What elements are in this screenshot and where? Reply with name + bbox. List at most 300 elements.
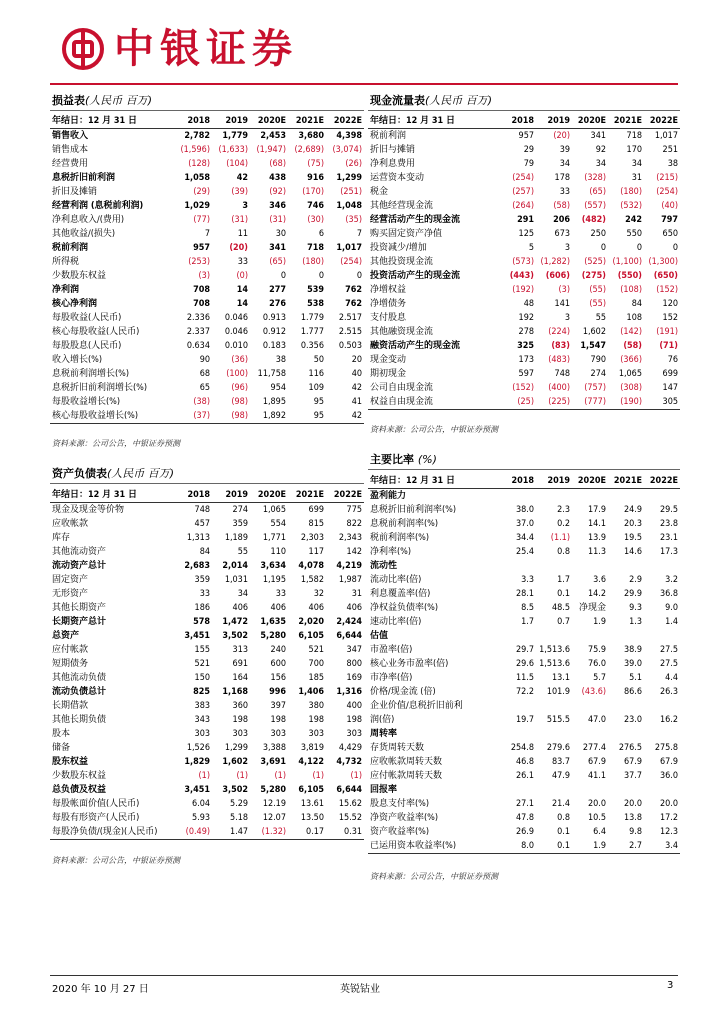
row-value: 406	[346, 603, 362, 613]
header-year: 2020E	[250, 488, 288, 503]
row-value: 3	[242, 201, 248, 211]
row-value: 0.17	[288, 825, 326, 840]
row-value: (1)	[236, 771, 248, 781]
row-value: 170	[626, 145, 642, 155]
table-row	[368, 685, 680, 699]
row-label: 每股收益(人民币)	[52, 313, 122, 323]
row-label: 税前利润	[52, 243, 89, 253]
row-value: (224)	[548, 327, 570, 337]
table-row	[50, 755, 364, 769]
table-row	[50, 601, 364, 615]
row-value: 1,065	[262, 505, 286, 515]
table-row	[368, 283, 680, 297]
row-value: 957	[193, 243, 210, 253]
row-value: (443)	[509, 271, 534, 281]
row-value: 125	[518, 229, 534, 239]
row-value: 117	[308, 547, 324, 557]
table-row	[50, 643, 364, 657]
table-row	[50, 783, 364, 797]
row-value: (20)	[553, 131, 570, 141]
row-value: 14	[236, 285, 248, 295]
row-value: (180)	[620, 187, 642, 197]
header-year-end-label: 年结日：12 月 31 日	[50, 114, 174, 129]
row-value: 1.7	[557, 575, 570, 585]
row-value	[644, 489, 680, 504]
row-value: 5,280	[260, 631, 286, 641]
row-value: (2,689)	[294, 145, 324, 155]
ratios-title-text: 主要比率	[370, 453, 414, 466]
table-row	[50, 699, 364, 713]
table-row	[50, 769, 364, 783]
row-value: 42	[326, 409, 364, 424]
row-value: 9.8	[629, 827, 642, 837]
row-value: 1,299	[336, 173, 362, 183]
row-value: 1.777	[300, 327, 324, 337]
row-value: 3	[564, 313, 570, 323]
table-row	[368, 741, 680, 755]
row-label: 经营费用	[52, 159, 89, 169]
row-value: 178	[554, 173, 570, 183]
row-value: 2.517	[338, 313, 362, 323]
row-value: 699	[662, 369, 678, 379]
ratios-title-rule	[368, 469, 680, 470]
row-value	[500, 629, 536, 643]
table-row	[368, 157, 680, 171]
table-row	[368, 367, 680, 381]
table-row	[368, 353, 680, 367]
row-value: 1,582	[300, 575, 324, 585]
row-value: 3.4	[644, 839, 680, 854]
row-value: (71)	[659, 341, 678, 351]
row-label: 储备	[52, 743, 71, 753]
row-value: 305	[644, 395, 680, 410]
table-row	[368, 241, 680, 255]
row-value: 164	[232, 673, 248, 683]
row-value: 1.47	[212, 825, 250, 840]
row-value: 101.9	[546, 687, 570, 697]
row-value: (26)	[345, 159, 362, 169]
table-row	[368, 503, 680, 517]
row-value: 2.7	[608, 839, 644, 854]
row-value: 3,502	[222, 785, 248, 795]
row-value: 748	[194, 505, 210, 515]
row-value	[536, 699, 572, 713]
balance-title	[52, 465, 174, 483]
row-value: 7	[356, 229, 362, 239]
row-value: 14	[236, 299, 248, 309]
row-value: (1,100)	[612, 257, 642, 267]
row-value: 33	[275, 589, 286, 599]
row-value: 33	[237, 257, 248, 267]
row-value: 790	[590, 355, 606, 365]
row-value: 539	[307, 285, 324, 295]
table-row	[50, 797, 364, 811]
row-label: 应收帐款	[52, 519, 89, 529]
table-row	[50, 353, 364, 367]
header-year-end-label: 年结日：12 月 31 日	[368, 114, 500, 129]
row-value: 438	[269, 173, 286, 183]
row-label: 总资产	[52, 631, 80, 641]
row-label: 其他长期负债	[52, 715, 107, 725]
row-value: (65)	[269, 257, 286, 267]
row-label: 无形资产	[52, 589, 89, 599]
row-value: (1,633)	[218, 145, 248, 155]
row-value: 192	[518, 313, 534, 323]
row-value: 2,343	[338, 533, 362, 543]
row-value: 303	[232, 729, 248, 739]
row-value: 20	[351, 355, 362, 365]
row-value: (152)	[512, 383, 534, 393]
row-value: 198	[232, 715, 248, 725]
brand-name: 中银证券	[114, 26, 298, 72]
table-row	[368, 783, 680, 797]
table-row	[368, 587, 680, 601]
row-value: 359	[194, 575, 210, 585]
row-value: (96)	[231, 383, 248, 393]
footer-rule	[50, 975, 678, 976]
row-label: 融资活动产生的现金流	[370, 341, 461, 351]
row-value: 718	[626, 131, 642, 141]
row-value: 14.2	[587, 589, 606, 599]
row-value: 23.0	[623, 715, 642, 725]
table-row	[368, 811, 680, 825]
row-value: 25.4	[515, 547, 534, 557]
row-value: 0	[356, 271, 362, 281]
row-value: (36)	[231, 355, 248, 365]
row-value: 708	[193, 285, 210, 295]
row-value: (40)	[661, 201, 678, 211]
row-label: 每股股息(人民币)	[52, 341, 122, 351]
row-value: 31	[351, 589, 362, 599]
row-value: 815	[308, 519, 324, 529]
row-value: 360	[232, 701, 248, 711]
row-value: 650	[662, 229, 678, 239]
row-value: 341	[590, 131, 606, 141]
row-value: 343	[194, 715, 210, 725]
header-year: 2019	[212, 114, 250, 129]
row-value	[608, 629, 644, 643]
row-value: (0.49)	[174, 825, 212, 840]
row-value: 156	[270, 673, 286, 683]
row-value: (251)	[340, 187, 362, 197]
row-value: 0.356	[300, 341, 324, 351]
row-value: (257)	[512, 187, 534, 197]
row-value: 1,547	[580, 341, 606, 351]
row-value: 38	[275, 355, 286, 365]
row-value: 0.1	[557, 589, 570, 599]
row-value: (192)	[512, 285, 534, 295]
row-value: 515.5	[546, 715, 570, 725]
row-value: (1)	[274, 771, 286, 781]
row-label: 流动资产总计	[52, 561, 107, 571]
row-value: 2,453	[260, 131, 286, 141]
row-value: 2,424	[336, 617, 362, 627]
row-value: 12.3	[659, 827, 678, 837]
row-value: (3,074)	[332, 145, 362, 155]
row-value: 13.8	[623, 813, 642, 823]
row-label: 净利息收入/(费用)	[52, 215, 125, 225]
row-value: 3	[564, 243, 570, 253]
row-label: 支付股息	[370, 313, 407, 323]
row-value: 275.8	[654, 743, 678, 753]
row-value: 29.6	[515, 659, 534, 669]
row-label: 净利息费用	[370, 159, 416, 169]
row-value: (25)	[500, 395, 536, 410]
table-row	[50, 517, 364, 531]
row-value: (31)	[231, 215, 248, 225]
row-value: 251	[662, 145, 678, 155]
row-value: (83)	[551, 341, 570, 351]
table-row	[368, 615, 680, 629]
table-row	[368, 255, 680, 269]
ratios-title	[370, 451, 437, 469]
row-value: 5.7	[593, 673, 606, 683]
row-value: 313	[232, 645, 248, 655]
row-value	[644, 559, 680, 573]
ratios-source: 资料来源：公司公告，中银证券预测	[370, 872, 498, 881]
row-value: 0.8	[557, 813, 570, 823]
row-value: 206	[553, 215, 570, 225]
row-value: 13.9	[587, 533, 606, 543]
row-value: 277.4	[582, 743, 606, 753]
row-value: 47.9	[551, 771, 570, 781]
row-value: 34	[237, 589, 248, 599]
row-label: 总负债及权益	[52, 785, 107, 795]
footer-page-number: 3	[667, 980, 674, 991]
row-value: 116	[308, 369, 324, 379]
row-label: 回报率	[370, 785, 398, 795]
row-value: (1.32)	[250, 825, 288, 840]
row-value: (275)	[581, 271, 606, 281]
table-row	[368, 643, 680, 657]
row-value	[500, 489, 536, 504]
header-year: 2020E	[572, 114, 608, 129]
table-row	[368, 129, 680, 144]
row-value: 48.5	[551, 603, 570, 613]
row-value: 173	[518, 355, 534, 365]
row-value	[644, 699, 680, 713]
row-value: 2.3	[557, 505, 570, 515]
row-value: 16.2	[659, 715, 678, 725]
row-value: (30)	[307, 215, 324, 225]
row-value: 3.3	[521, 575, 534, 585]
row-value: 11.5	[515, 673, 534, 683]
row-value: 90	[199, 355, 210, 365]
row-value: 152	[662, 313, 678, 323]
row-value: 76.0	[587, 659, 606, 669]
table-row	[50, 143, 364, 157]
row-value: (254)	[512, 173, 534, 183]
row-value: (532)	[620, 201, 642, 211]
row-label: 每股净负债/(现金)(人民币)	[50, 825, 174, 840]
row-value: 3,634	[260, 561, 286, 571]
row-value: 4,429	[338, 743, 362, 753]
row-value: 1,513.6	[539, 659, 570, 669]
header-year: 2019	[536, 474, 572, 489]
row-value: 33	[199, 589, 210, 599]
row-value: 2.9	[629, 575, 642, 585]
row-label: 其他融资现金流	[370, 327, 434, 337]
row-value: 397	[270, 701, 286, 711]
row-value: 276.5	[618, 743, 642, 753]
row-value: 147	[662, 383, 678, 393]
row-value: (483)	[548, 355, 570, 365]
row-value: 15.62	[338, 799, 362, 809]
row-value: 400	[346, 701, 362, 711]
row-value: (170)	[302, 187, 324, 197]
row-value: (606)	[545, 271, 570, 281]
income-title-text: 损益表	[52, 94, 85, 107]
row-value	[536, 727, 572, 741]
row-label: 应付帐款周转天数	[370, 771, 443, 781]
row-value: 33	[559, 187, 570, 197]
row-value: (1,947)	[256, 145, 286, 155]
row-value	[500, 727, 536, 741]
row-value: 550	[626, 229, 642, 239]
row-value: 36.0	[659, 771, 678, 781]
row-value	[644, 727, 680, 741]
table-row	[50, 741, 364, 755]
row-value: 673	[554, 229, 570, 239]
row-value: 278	[518, 327, 534, 337]
table-row	[368, 559, 680, 573]
row-value: 0.183	[262, 341, 286, 351]
row-value	[608, 783, 644, 797]
row-value	[572, 559, 608, 573]
row-value: 120	[662, 299, 678, 309]
row-value: 8.5	[521, 603, 534, 613]
table-row	[368, 769, 680, 783]
row-value: 141	[554, 299, 570, 309]
row-value: 406	[270, 603, 286, 613]
row-label: 折旧及摊销	[52, 187, 98, 197]
row-label: 核心业务市盈率(倍)	[370, 659, 449, 669]
row-value	[536, 629, 572, 643]
header-rule	[50, 83, 678, 85]
header-year: 2018	[500, 474, 536, 489]
row-label: 核心每股收益(人民币)	[52, 327, 140, 337]
row-value: (1)	[198, 771, 210, 781]
row-value: 38.0	[515, 505, 534, 515]
row-value: (43.6)	[581, 687, 606, 697]
row-value: (1.1)	[550, 533, 570, 543]
row-label: 少数股东权益	[52, 771, 107, 781]
table-row	[368, 713, 680, 727]
table-row	[50, 531, 364, 545]
table-row	[50, 297, 364, 311]
row-value: 19.7	[515, 715, 534, 725]
row-value: 109	[308, 383, 324, 393]
row-value: (557)	[584, 201, 606, 211]
row-value: 14.1	[587, 519, 606, 529]
row-value: (3)	[558, 285, 570, 295]
row-value: 169	[346, 673, 362, 683]
row-value: 1,472	[222, 617, 248, 627]
row-value: 39	[559, 145, 570, 155]
row-value: 4,219	[336, 561, 362, 571]
row-value: 2,683	[184, 561, 210, 571]
row-value: 4,122	[298, 757, 324, 767]
cashflow-table	[368, 114, 680, 410]
row-value: 27.1	[515, 799, 534, 809]
row-value: 346	[269, 201, 286, 211]
row-value: 5.93	[191, 813, 210, 823]
row-value: 40	[351, 369, 362, 379]
row-value: (1,300)	[648, 257, 678, 267]
row-label: 其他收益/(损失)	[52, 229, 116, 239]
ratios-table	[368, 474, 680, 854]
row-value: 1,526	[186, 743, 210, 753]
footer-date: 2020 年 10 月 27 日	[52, 984, 149, 995]
row-value: 38	[667, 159, 678, 169]
table-row	[50, 545, 364, 559]
table-row	[50, 381, 364, 395]
row-value: 50	[313, 355, 324, 365]
row-value: 17.9	[587, 505, 606, 515]
row-label: 固定资产	[52, 575, 89, 585]
row-value: (254)	[656, 187, 678, 197]
row-value: (650)	[653, 271, 678, 281]
row-value: 5.1	[629, 673, 642, 683]
table-row	[50, 367, 364, 381]
table-row	[50, 255, 364, 269]
row-label: 销售成本	[52, 145, 89, 155]
row-value: 762	[345, 285, 362, 295]
row-value: 20.0	[659, 799, 678, 809]
row-value: 0.010	[224, 341, 248, 351]
row-value: (215)	[656, 173, 678, 183]
table-row	[368, 269, 680, 283]
row-value: 4,732	[336, 757, 362, 767]
row-value: 67.9	[587, 757, 606, 767]
row-value: 3,819	[300, 743, 324, 753]
row-value: 20.0	[587, 799, 606, 809]
row-value: 1,892	[250, 409, 288, 424]
row-value: (152)	[656, 285, 678, 295]
row-label: 其他流动负债	[52, 673, 107, 683]
row-label: 利息覆盖率(倍)	[370, 589, 431, 599]
row-value: 3,451	[184, 631, 210, 641]
income-title	[52, 92, 152, 110]
row-value: 1,048	[336, 201, 362, 211]
row-value: 24.9	[623, 505, 642, 515]
row-value: 600	[270, 659, 286, 669]
row-value: 42	[351, 383, 362, 393]
row-value: 1,168	[222, 687, 248, 697]
header-year-end-label: 年结日：12 月 31 日	[368, 474, 500, 489]
row-value: (366)	[620, 355, 642, 365]
row-value: 274	[232, 505, 248, 515]
row-value: 198	[270, 715, 286, 725]
row-value: (573)	[512, 257, 534, 267]
row-value: 4,398	[336, 131, 362, 141]
table-row	[50, 409, 364, 424]
row-value	[500, 699, 536, 713]
row-value: 3.6	[593, 575, 606, 585]
table-row	[368, 143, 680, 157]
row-value: 0.634	[186, 341, 210, 351]
row-value: 5	[528, 243, 534, 253]
table-row	[50, 671, 364, 685]
cashflow-title-rule	[368, 110, 680, 111]
table-row	[50, 227, 364, 241]
cashflow-title-text: 现金流量表	[370, 94, 425, 107]
row-value: 13.61	[300, 799, 324, 809]
row-value: 72.2	[515, 687, 534, 697]
ratios-unit: (%)	[417, 453, 437, 466]
row-value: (550)	[617, 271, 642, 281]
row-value: 28.1	[515, 589, 534, 599]
